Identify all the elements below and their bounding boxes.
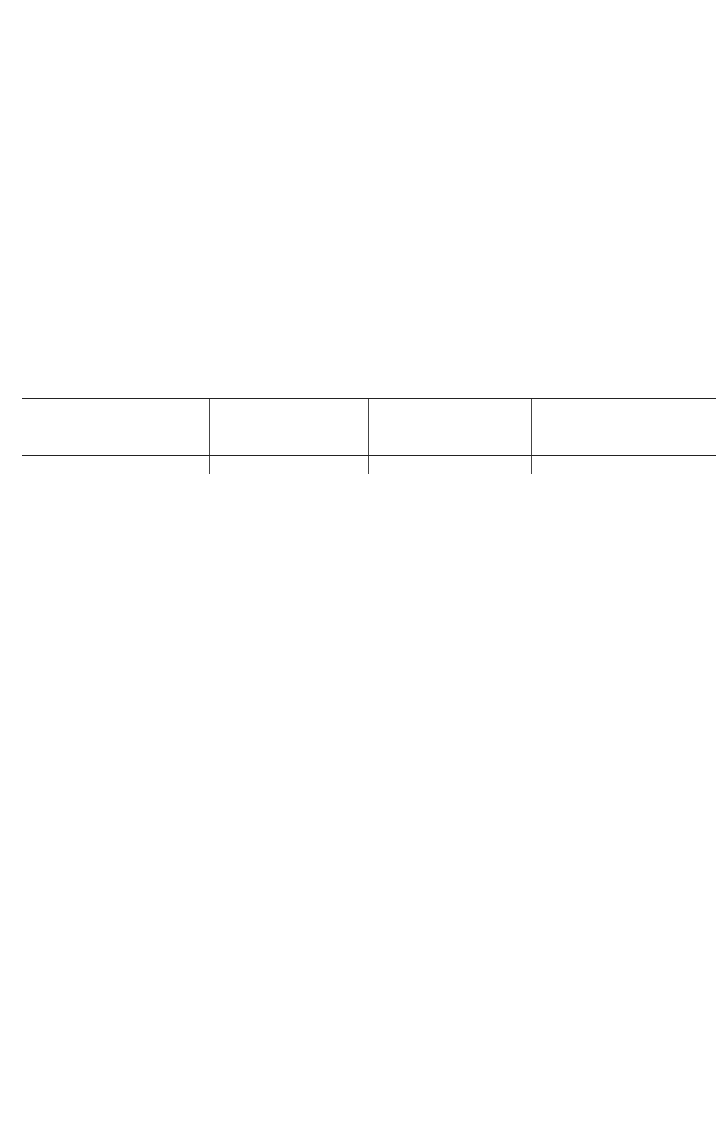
table-header-row [22, 399, 716, 456]
parameters-table [22, 398, 716, 474]
header-cell-kav-4 [532, 399, 717, 456]
header-cell-params [22, 399, 210, 456]
header-cell-kav-2-5 [369, 399, 532, 456]
header-cell-kav-1-6 [210, 399, 369, 456]
